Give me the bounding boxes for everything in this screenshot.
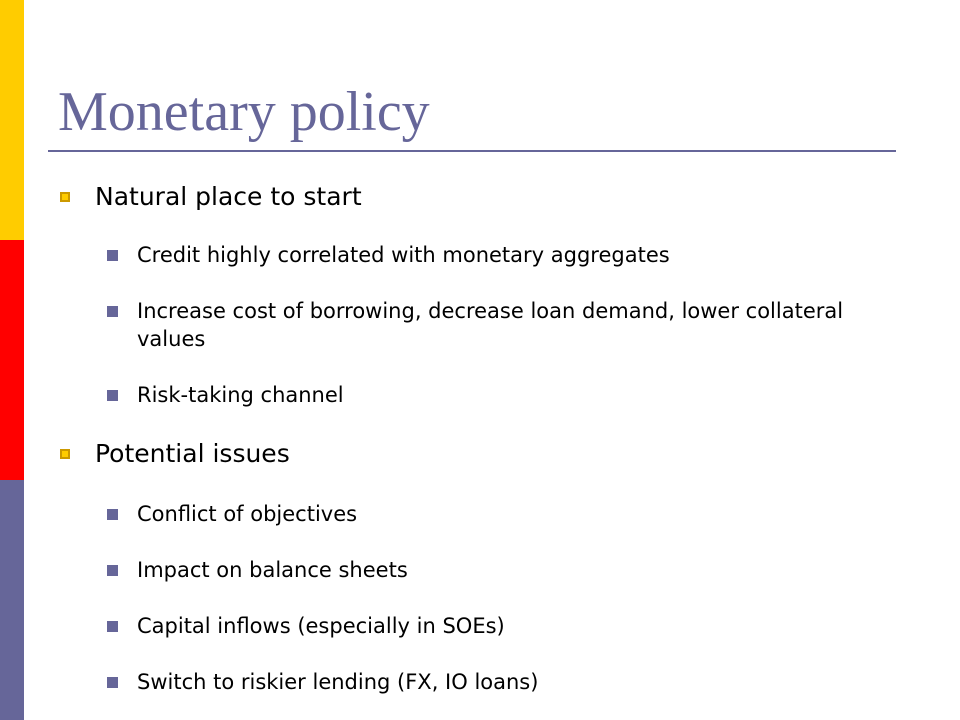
square-bullet-icon: [107, 621, 118, 632]
list-item: [107, 612, 877, 640]
list-item-text: Switch to riskier lending (FX, IO loans): [137, 670, 539, 694]
list-item: [107, 381, 877, 409]
list-item-text: Credit highly correlated with monetary aggregates: [137, 243, 670, 267]
list-item: [107, 668, 877, 696]
square-bullet-icon: [107, 509, 118, 520]
square-bullet-icon: [60, 192, 70, 202]
section-heading-text: Natural place to start: [95, 182, 362, 211]
square-bullet-icon: [60, 449, 70, 459]
square-bullet-icon: [107, 250, 118, 261]
list-item: [107, 500, 877, 528]
list-item: [107, 241, 877, 269]
list-item-text: Conflict of objectives: [137, 502, 358, 526]
list-item: [107, 297, 877, 353]
accent-bar-red: [0, 240, 24, 480]
slide-title: Monetary policy: [58, 81, 430, 143]
accent-bar-purple: [0, 480, 24, 720]
title-underline: [48, 150, 896, 152]
accent-bar-yellow: [0, 0, 24, 240]
list-item-text: Capital inflows (especially in SOEs): [137, 614, 505, 638]
section-heading-text: Potential issues: [95, 439, 290, 468]
square-bullet-icon: [107, 677, 118, 688]
square-bullet-icon: [107, 306, 118, 317]
square-bullet-icon: [107, 390, 118, 401]
list-item: [107, 556, 877, 584]
list-item-text: Impact on balance sheets: [137, 558, 408, 582]
list-item-text: Increase cost of borrowing, decrease loan demand, lower collateral values: [137, 299, 844, 351]
square-bullet-icon: [107, 565, 118, 576]
list-item-text: Risk-taking channel: [137, 383, 344, 407]
